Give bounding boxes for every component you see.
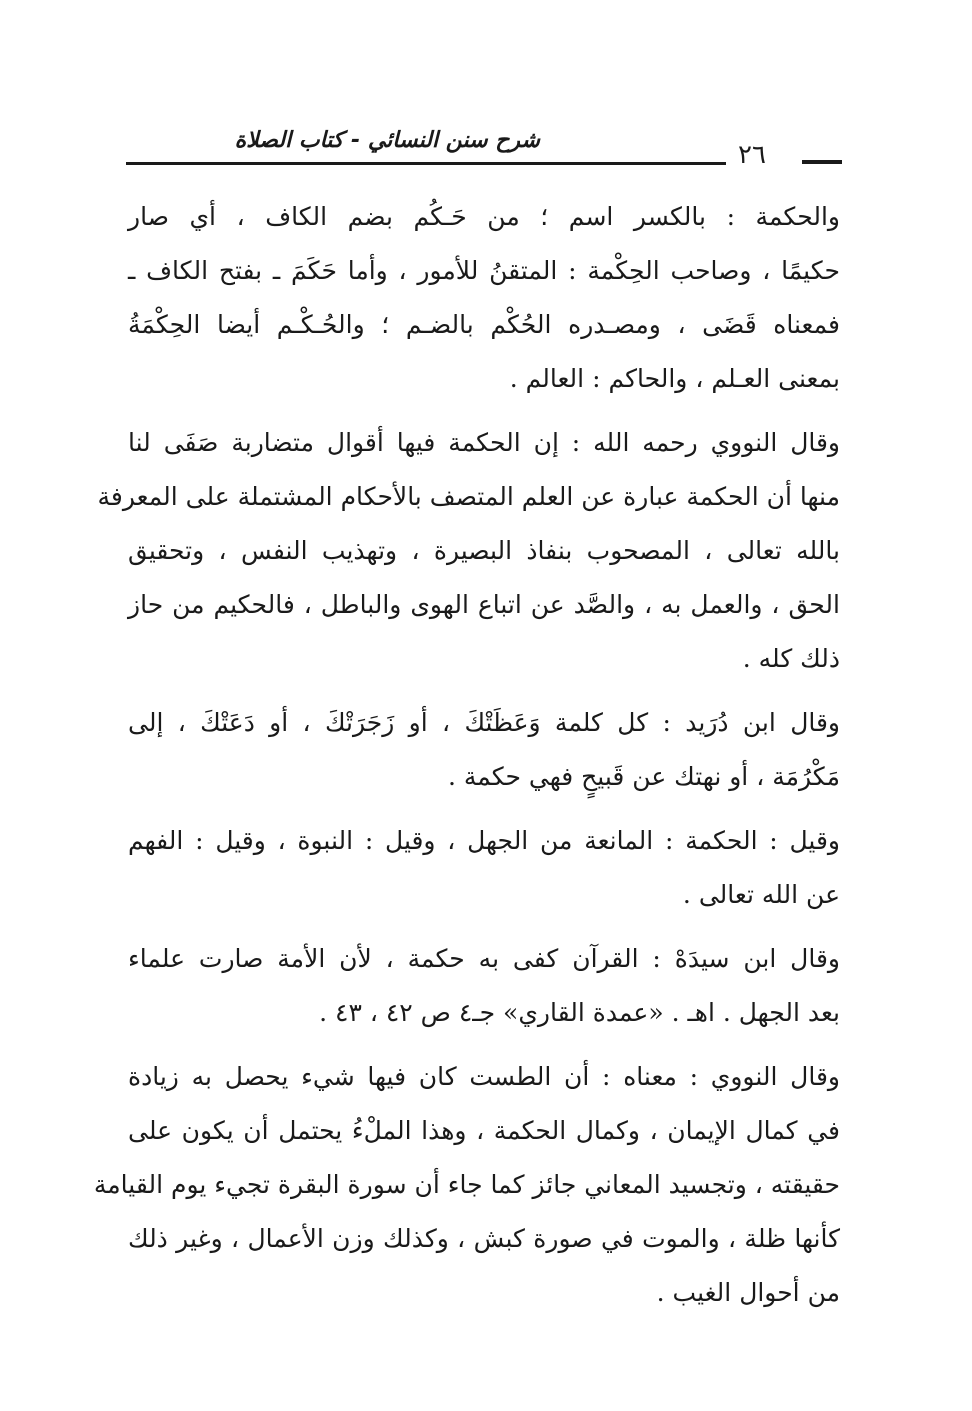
text-line: كأنها ظلة ، والموت في صورة كبش ، وكذلك وزن الأعمال ، وغير ذلك xyxy=(128,1224,840,1253)
page-number: ٢٦ xyxy=(738,140,766,170)
text-line: من أحوال الغيب . xyxy=(656,1278,840,1307)
body-text xyxy=(93,190,840,1330)
paragraph-ibn-sidah-quote xyxy=(128,932,840,1040)
text-line: بعد الجهل . اهـ . «عمدة القاري» جـ٤ ص ٤٢ ، ٤٣ . xyxy=(319,998,840,1027)
paragraph-other-sayings xyxy=(128,814,840,922)
paragraph-hikma-definition xyxy=(128,190,840,406)
text-line: والحكمة : بالكسر اسم ؛ من حَـكُم بضم الكاف ، أي صار xyxy=(128,202,840,231)
running-title: شرح سنن النسائي - كتاب الصلاة xyxy=(234,128,540,153)
text-line: حكيمًا ، وصاحب الحِكْمة : المتقنُ للأمور ، وأما حَكَمَ ـ بفتح الكاف ـ xyxy=(128,256,840,285)
page-header xyxy=(120,122,840,172)
text-line: وقال النووي رحمه الله : إن الحكمة فيها أقوال متضاربة صَفَى لنا xyxy=(128,428,840,457)
text-line: ذلك كله . xyxy=(742,644,840,673)
text-line: فمعناه قَضَى ، ومصـدره الحُكْم بالضـم ؛ والحُـكْـم أيضا الحِكْمَةُ xyxy=(128,310,840,339)
text-line: حقيقته ، وتجسيد المعاني جائز كما جاء أن سورة البقرة تجيء يوم القيامة xyxy=(93,1170,840,1199)
text-line: وقيل : الحكمة : المانعة من الجهل ، وقيل : النبوة ، وقيل : الفهم xyxy=(128,826,840,855)
text-line: بمعنى العـلم ، والحاكم : العالم . xyxy=(509,364,840,393)
text-line: وقال النووي : معناه : أن الطست كان فيها شيء يحصل به زيادة xyxy=(128,1062,840,1091)
paragraph-ibn-durayd-quote xyxy=(128,696,840,804)
header-rule xyxy=(126,162,726,165)
text-line: بالله تعالى ، المصحوب بنفاذ البصيرة ، وتهذيب النفس ، وتحقيق xyxy=(128,536,840,565)
text-line: عن الله تعالى . xyxy=(682,880,840,909)
page-number-dash xyxy=(802,160,842,164)
text-line: وقال ابن سيدَهْ : القرآن كفى به حكمة ، لأن الأمة صارت علماء xyxy=(128,944,840,973)
text-line: في كمال الإيمان ، وكمال الحكمة ، وهذا الملْءُ يحتمل أن يكون على xyxy=(128,1116,840,1145)
text-line: منها أن الحكمة عبارة عن العلم المتصف بالأحكام المشتملة على المعرفة xyxy=(97,482,840,511)
paragraph-nawawi-quote xyxy=(97,416,840,686)
text-line: مَكْرُمَة ، أو نهتك عن قَبيحٍ فهي حكمة . xyxy=(447,762,840,791)
paragraph-nawawi-meaning xyxy=(93,1050,840,1320)
text-line: وقال ابن دُرَيد : كل كلمة وَعَظَتْكَ ، أو زَجَرَتْكَ ، أو دَعَتْكَ ، إلى xyxy=(128,708,840,737)
text-line: الحق ، والعمل به ، والصَّد عن اتباع الهوى والباطل ، فالحكيم من حاز xyxy=(128,590,840,619)
